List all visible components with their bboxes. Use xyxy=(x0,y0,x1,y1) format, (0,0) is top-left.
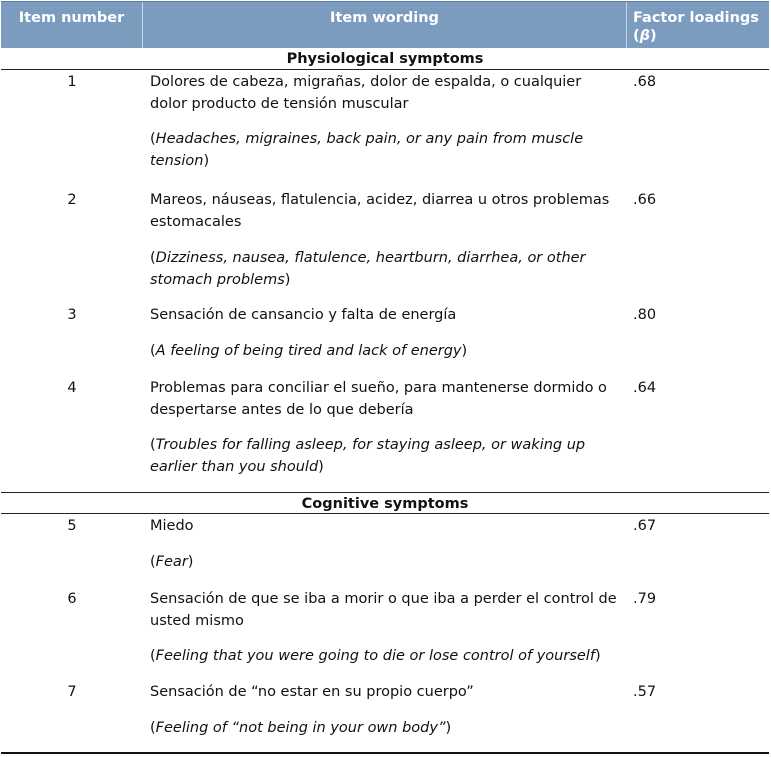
item-english-text: Feeling of “not being in your own body” xyxy=(155,720,446,736)
item-english-text: A feeling of being tired and lack of energy xyxy=(155,343,462,359)
table-bottom-rule xyxy=(1,752,769,754)
item-loading: .79 xyxy=(633,591,657,607)
header-beta-symbol: β xyxy=(639,28,651,44)
item-number: 3 xyxy=(67,307,77,323)
header-beta-close: ) xyxy=(650,28,657,44)
header-factor-loadings xyxy=(627,2,769,48)
item-english-text: Fear xyxy=(155,554,188,570)
item-loading: .66 xyxy=(633,192,657,208)
header-factor-loadings-label: Factor loadings xyxy=(633,10,759,26)
item-spanish-wording: Sensación de cansancio y falta de energía xyxy=(150,307,457,323)
item-number: 6 xyxy=(67,591,77,607)
header-beta-open: ( xyxy=(633,28,640,44)
item-english-wording: (Fear) xyxy=(150,554,194,570)
item-english-text: Troubles for falling asleep, for staying asleep, or waking up earlier than you should xyxy=(150,437,586,475)
item-loading: .57 xyxy=(633,684,657,700)
header-item-wording: Item wording xyxy=(143,2,627,48)
header-item-number: Item number xyxy=(1,2,143,48)
item-english-text: Headaches, migraines, back pain, or any pain from muscle tension xyxy=(150,131,584,169)
item-number: 4 xyxy=(67,380,77,396)
item-loading: .67 xyxy=(633,518,657,534)
item-english-wording: (Headaches, migraines, back pain, or any pain from muscle tension) xyxy=(150,131,584,169)
item-english-wording: (Feeling of “not being in your own body”) xyxy=(150,720,452,736)
item-spanish-wording: Sensación de que se iba a morir o que iba a perder el control de usted mismo xyxy=(150,591,617,629)
item-loading: .80 xyxy=(633,307,657,323)
item-number: 2 xyxy=(67,192,77,208)
item-english-wording: (Troubles for falling asleep, for staying asleep, or waking up earlier than you should) xyxy=(150,437,586,475)
item-english-wording: (Feeling that you were going to die or lose control of yourself) xyxy=(150,648,601,664)
section-title-physiological: Physiological symptoms xyxy=(1,48,769,70)
item-spanish-wording: Miedo xyxy=(150,518,194,534)
section-title-cognitive: Cognitive symptoms xyxy=(1,492,769,514)
item-loading: .68 xyxy=(633,74,657,90)
item-number: 1 xyxy=(67,74,77,90)
item-english-text: Feeling that you were going to die or lose control of yourself xyxy=(155,648,595,664)
item-spanish-wording: Mareos, náuseas, flatulencia, acidez, diarrea u otros problemas estomacales xyxy=(150,192,610,230)
item-spanish-wording: Sensación de “no estar en su propio cuerpo” xyxy=(150,684,474,700)
item-spanish-wording: Problemas para conciliar el sueño, para mantenerse dormido o despertarse antes de lo que debería xyxy=(150,380,607,418)
item-number: 5 xyxy=(67,518,77,534)
item-number: 7 xyxy=(67,684,77,700)
item-english-wording: (A feeling of being tired and lack of energy) xyxy=(150,343,468,359)
table-header xyxy=(1,1,769,48)
item-english-wording: (Dizziness, nausea, flatulence, heartburn, diarrhea, or other stomach problems) xyxy=(150,250,586,288)
item-english-text: Dizziness, nausea, flatulence, heartburn, diarrhea, or other stomach problems xyxy=(150,250,586,288)
item-spanish-wording: Dolores de cabeza, migrañas, dolor de espalda, o cualquier dolor producto de tensión muscular xyxy=(150,74,582,112)
item-loading: .64 xyxy=(633,380,657,396)
